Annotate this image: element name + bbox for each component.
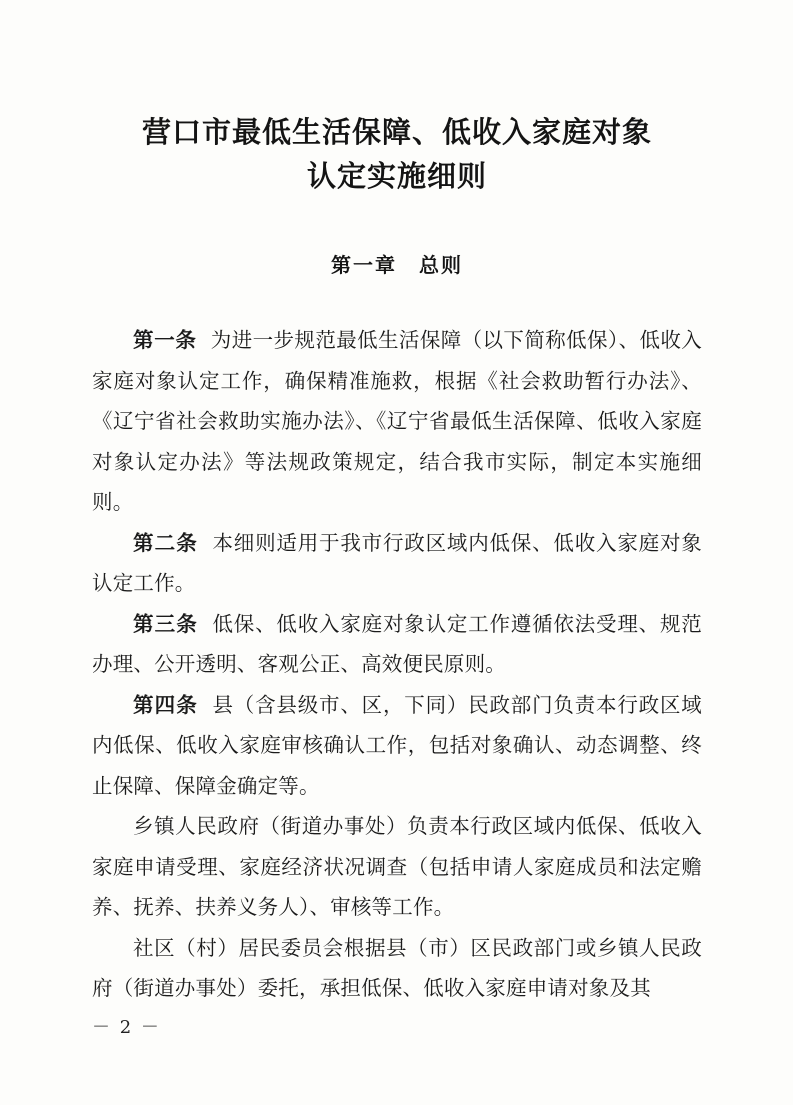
- article-text: 本细则适用于我市行政区域内低保、低收入家庭对象认定工作。: [92, 530, 702, 595]
- article-label: 第三条: [133, 611, 198, 636]
- article-label: 第二条: [133, 530, 198, 555]
- article-text: 县（含县级市、区，下同）民政部门负责本行政区域内低保、低收入家庭审核确认工作，包括对象确认、动态调整、终止保障、保障金确定等。: [92, 692, 702, 798]
- paragraph: [92, 320, 702, 523]
- page-footer: [92, 1013, 702, 1039]
- chapter-name: 总则: [419, 253, 463, 277]
- page-title: [92, 110, 702, 198]
- article-text: 为进一步规范最低生活保障（以下简称低保）、低收入家庭对象认定工作，确保精准施救，根据《社会救助暂行办法》、《辽宁省社会救助实施办法》、《辽宁省最低生活保障、低收入家庭对象认定办法》等法规政策规定，结合我市实际，制定本实施细则。: [92, 328, 702, 514]
- chapter-heading: [92, 250, 702, 280]
- document-body: [92, 110, 702, 1009]
- page-number: － 2 －: [92, 1017, 161, 1038]
- title-line-2: 认定实施细则: [306, 159, 487, 193]
- article-text: 低保、低收入家庭对象认定工作遵循依法受理、规范办理、公开透明、客观公正、高效便民原则。: [92, 611, 702, 676]
- paragraph: [92, 806, 702, 928]
- article-label: 第一条: [133, 328, 197, 352]
- chapter-number: 第一章: [331, 253, 397, 277]
- paragraph: [92, 685, 702, 807]
- article-text: 乡镇人民政府（街道办事处）负责本行政区域内低保、低收入家庭申请受理、家庭经济状况调查（包括申请人家庭成员和法定赡养、抚养、扶养义务人）、审核等工作。: [92, 814, 702, 919]
- article-list: [92, 320, 702, 1009]
- article-text: 社区（村）居民委员会根据县（市）区民政部门或乡镇人民政府（街道办事处）委托，承担低保、低收入家庭申请对象及其: [92, 935, 702, 1000]
- title-line-1: 营口市最低生活保障、低收入家庭对象: [141, 115, 652, 149]
- paragraph: [92, 928, 702, 1009]
- paragraph: [92, 523, 702, 604]
- paragraph: [92, 604, 702, 685]
- article-label: 第四条: [133, 692, 198, 717]
